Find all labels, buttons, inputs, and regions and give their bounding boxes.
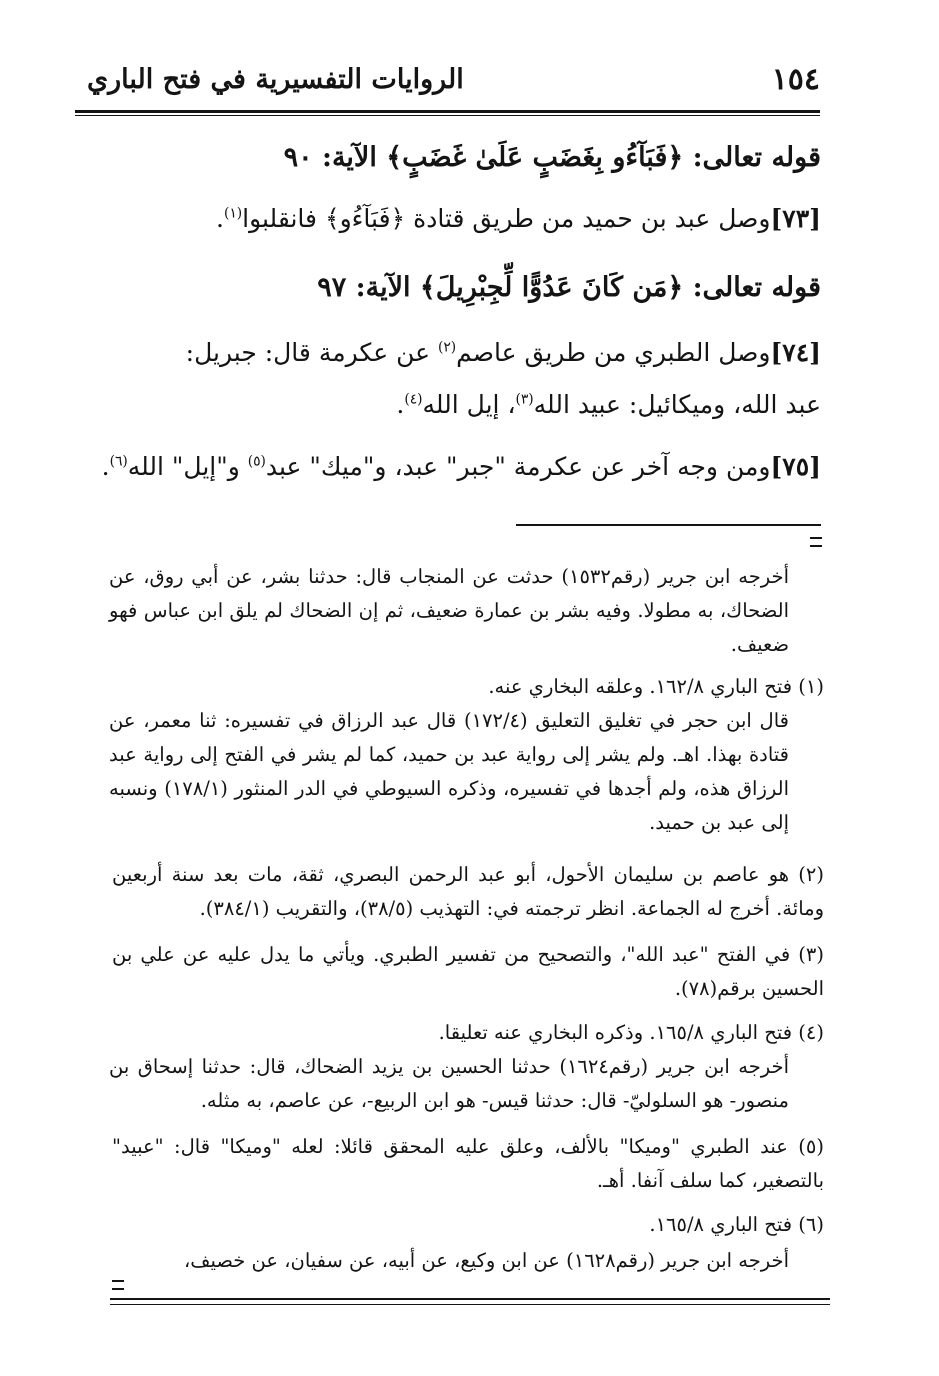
narration-75 (101, 452, 821, 481)
footnote-number: (٢) (798, 863, 824, 886)
verse-quote: ﴿مَن كَانَ عَدُوًّا لِّجِبْرِيلَ﴾ (419, 272, 684, 303)
narration-text: ومن وجه آخر عن عكرمة "جبر" عبد، و"ميك" عبد (265, 452, 771, 481)
verse-heading-90 (121, 142, 821, 173)
narration-end: . (216, 204, 224, 233)
narration-74-line2 (121, 390, 821, 419)
verse-quote: ﴿فَبَآءُو بِغَضَبٍ عَلَىٰ غَضَبٍ﴾ (386, 142, 684, 173)
verse-lead: قوله تعالى: (692, 272, 821, 303)
narration-text: وصل عبد بن حميد من طريق قتادة ﴿فَبَآءُو﴾ فانقلبوا (242, 204, 771, 233)
bottom-rule (110, 1298, 830, 1300)
footnote-ref: (٥) (247, 453, 266, 470)
footnote-2 (112, 858, 824, 926)
page-number: ١٥٤ (771, 62, 820, 97)
verse-heading-97 (121, 272, 821, 303)
footnote-ref: (٦) (109, 453, 128, 470)
continuation-mark (810, 537, 822, 547)
narration-number: [٧٥] (770, 452, 821, 481)
footnote-text: فتح الباري ١٦٢/٨. وعلقه البخاري عنه. (488, 675, 793, 698)
narration-74-line1 (121, 338, 821, 367)
footnote-text: هو عاصم بن سليمان الأحول، أبو عبد الرحمن البصري، ثقة، مات بعد سنة أربعين ومائة. أخرج له الجماعة. انظر ترجمته في: التهذيب (٣٨/٥)، والتقريب (٣٨٤/١). (112, 863, 824, 920)
narration-end: . (101, 452, 110, 481)
footnote-number: (١) (798, 675, 824, 698)
footnote-text: فتح الباري ١٦٥/٨. (649, 1213, 793, 1236)
bottom-rule-thin (110, 1304, 830, 1305)
footnote-text: عند الطبري "وميكا" بالألف، وعلق عليه المحقق قائلا: لعله "وميكا" قال: "عبيد" بالتصغير، كما سلف آنفا. أهـ. (112, 1135, 824, 1192)
footnote-continued: أخرجه ابن جرير (رقم١٥٣٢) حدثت عن المنجاب قال: حدثنا بشر، عن أبي روق، عن الضحاك، به مطولا. وفيه بشر بن عمارة ضعيف، ثم إن الضحاك لم يلق ابن عباس فهو ضعيف. (109, 565, 790, 656)
footnote-ref: (٢) (437, 339, 457, 356)
narration-text: عن عكرمة قال: جبريل: (185, 338, 438, 367)
footnote-3 (112, 938, 824, 1006)
narration-number: [٧٤] (770, 338, 821, 367)
header-rule-thin (75, 115, 820, 116)
narration-text: ، إيل الله (422, 390, 516, 419)
footnote-number: (٥) (798, 1135, 824, 1158)
verse-ref: الآية: ٩٧ (317, 272, 411, 303)
footnote-6 (112, 1208, 824, 1242)
footnote-number: (٦) (798, 1213, 824, 1236)
footnote-4-detail: أخرجه ابن جرير (رقم١٦٢٤) حدثنا الحسين بن يزيد الضحاك، قال: حدثنا إسحاق بن منصور- هو السلوليّ- قال: حدثنا قيس- هو ابن الربيع-، عن عاصم، به مثله. (109, 1055, 789, 1112)
footnote-1-detail: قال ابن حجر في تغليق التعليق (١٧٢/٤) قال عبد الرزاق في تفسيره: ثنا معمر، عن قتادة بهذا. اهـ. ولم يشر إلى رواية عبد بن حميد، كما لم يشر في الفتح إلى رواية عبد الرزاق هذه، ولم أجدها في تفسيره، وذكره السيوطي في الدر المنثور (١٧٨/١) ونسبه إلى عبد بن حميد. (109, 709, 789, 834)
running-title: الروايات التفسيرية في فتح الباري (87, 64, 464, 95)
footnote-6-detail: أخرجه ابن جرير (رقم١٦٢٨) عن ابن وكيع، عن أبيه، عن سفيان، عن خصيف، (184, 1249, 789, 1272)
narration-text: و"إيل" الله (127, 452, 248, 481)
footnote-number: (٣) (798, 943, 824, 966)
running-header (75, 62, 820, 108)
header-rule (75, 110, 820, 113)
footnote-ref: (١) (224, 205, 243, 222)
verse-ref: الآية: ٩٠ (283, 142, 377, 173)
continuation-mark (112, 1280, 124, 1290)
narration-number: [٧٣] (770, 204, 821, 233)
narration-text: وصل الطبري من طريق عاصم (456, 338, 771, 367)
footnote-text: في الفتح "عبد الله"، والتصحيح من تفسير الطبري. ويأتي ما يدل عليه عن علي بن الحسين برقم(٧٨). (112, 943, 824, 1000)
footnote-separator (516, 524, 821, 526)
narration-73 (121, 204, 821, 233)
footnote-ref: (٤) (404, 391, 423, 408)
narration-end: . (396, 390, 405, 419)
footnote-text: فتح الباري ١٦٥/٨. وذكره البخاري عنه تعليقا. (438, 1021, 793, 1044)
footnote-number: (٤) (798, 1021, 824, 1044)
footnote-1 (112, 670, 824, 704)
verse-lead: قوله تعالى: (692, 142, 821, 173)
footnote-ref: (٣) (515, 391, 534, 408)
footnote-5 (112, 1130, 824, 1198)
footnote-4 (112, 1016, 824, 1050)
narration-text: عبد الله، وميكائيل: عبيد الله (533, 390, 821, 419)
